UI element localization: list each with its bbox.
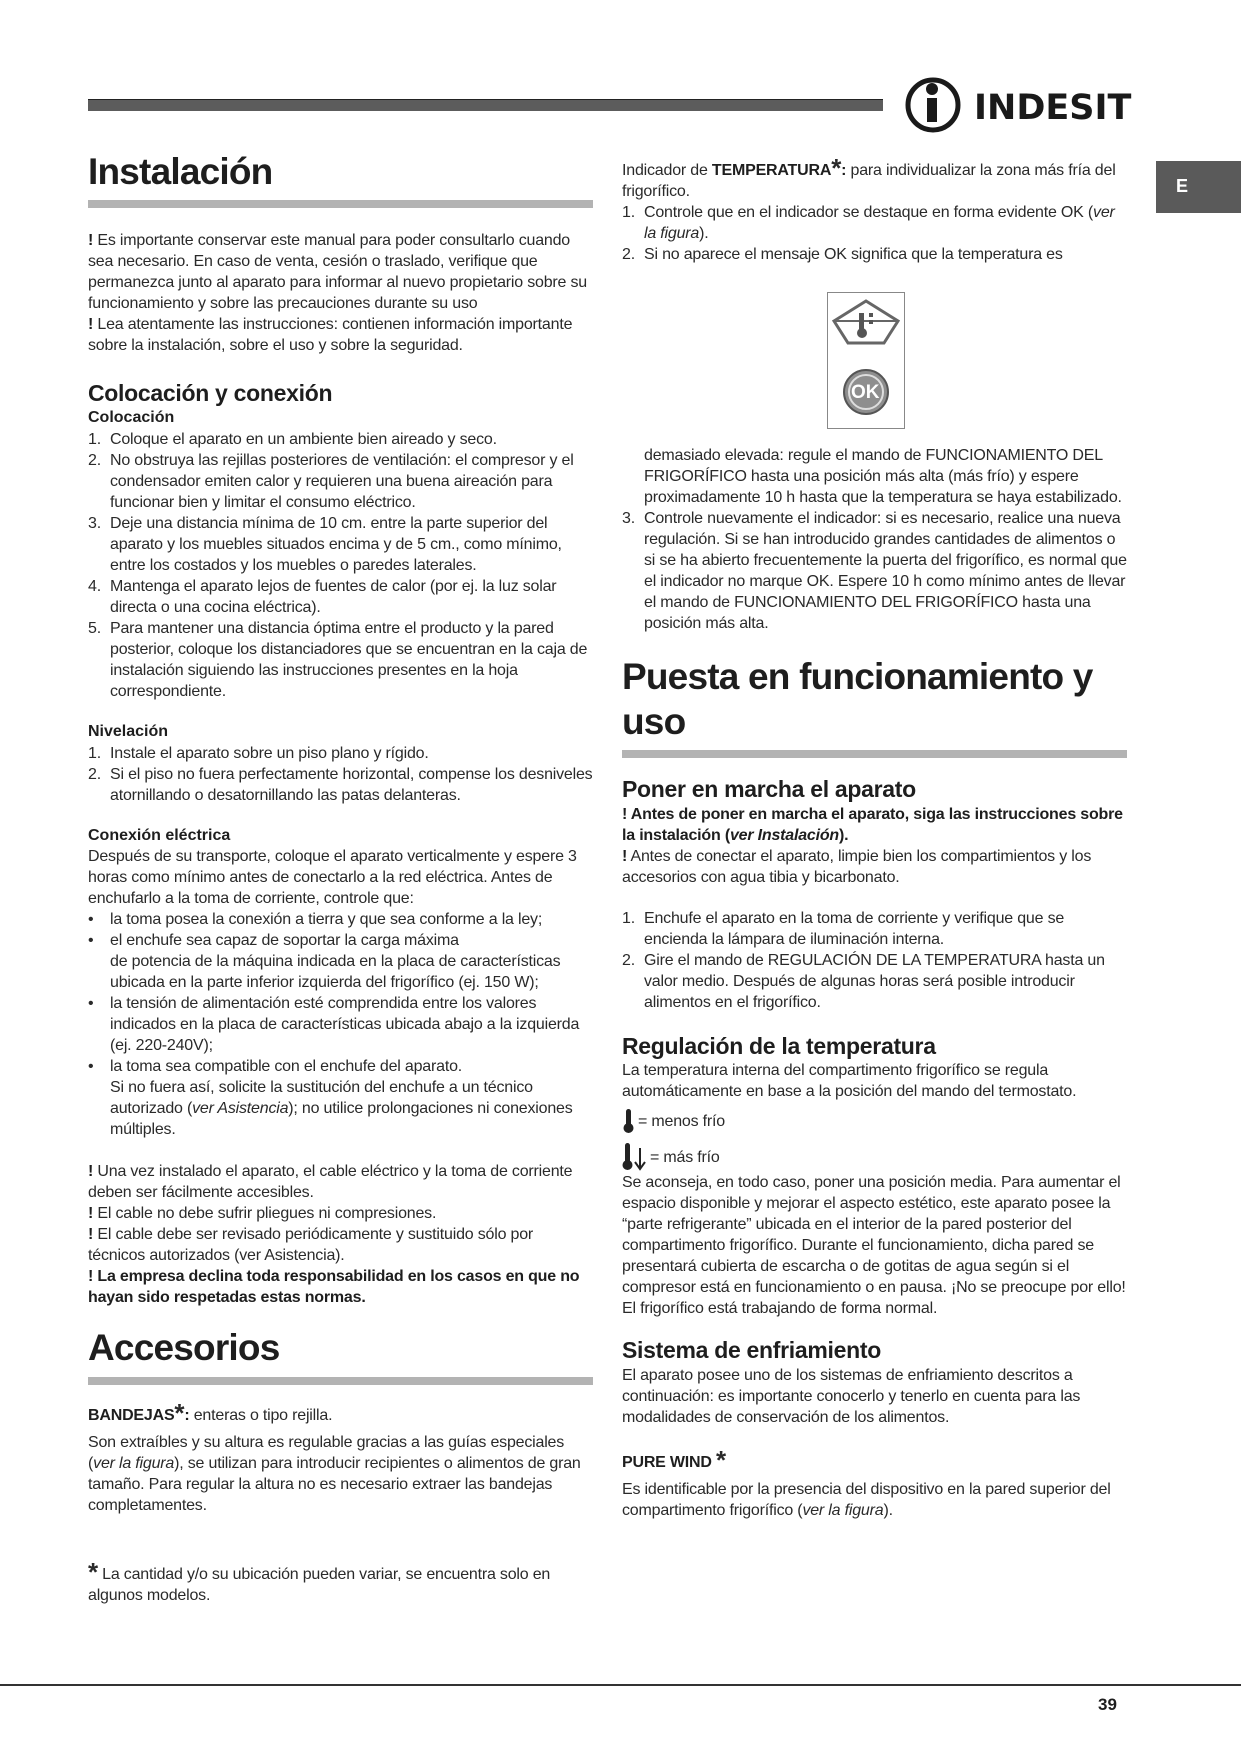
- left-column: [88, 150, 593, 1606]
- pure-wind-body: Es identificable por la presencia del dispositivo en la pared superior del compartimento frigorífico (ver la figura).: [622, 1480, 1111, 1519]
- indicador-line: Indicador de TEMPERATURA*: para individualizar la zona más fría del frigorífico.: [622, 153, 1116, 200]
- list-item: • el enchufe sea capaz de soportar la carga máxima de potencia de la máquina indicada en la placa de características ubicada en la parte inferior izquierda del frigorífico (ej. 150 W);: [88, 932, 561, 992]
- thermometer-down-icon: [622, 1142, 648, 1172]
- indicador-list-top: [622, 202, 1127, 265]
- header-rule: [88, 99, 883, 111]
- poner-warning: ! Antes de poner en marcha el aparato, siga las instrucciones sobre la instalación (ver Instalación).: [622, 805, 1123, 844]
- heading-sistema: Sistema de enfriamiento: [622, 1337, 881, 1364]
- list-item: • la toma sea compatible con el enchufe del aparato. Si no fuera así, solicite la sustitución del enchufe a un técnico autorizado (ver Asistencia); no utilice prolongaciones ni conexiones múltiples.: [88, 1058, 573, 1139]
- intro-paragraph-1: [88, 230, 593, 314]
- section-title-instalacion: Instalación: [88, 151, 273, 192]
- section-title-accesorios: Accesorios: [88, 1327, 280, 1369]
- list-item: 5. Para mantener una distancia óptima entre el producto y la pared posterior, coloque los distanciadores que se encuentran en la caja de instalación siguiendo las instrucciones presentes en la hoja correspondiente.: [88, 619, 588, 700]
- pure-wind-label: PURE WIND *: [622, 1444, 726, 1475]
- language-tab: [1156, 161, 1241, 213]
- heading-poner-en-marcha: Poner en marcha el aparato: [622, 776, 916, 802]
- temperature-indicator-figure: [827, 292, 905, 429]
- list-item: • la tensión de alimentación esté comprendida entre los valores indicados en la placa de características ubicada abajo a la izquierda (ej. 220-240V);: [88, 995, 580, 1055]
- colocacion-list: [88, 429, 593, 702]
- language-tab-label: E: [1176, 176, 1189, 196]
- more-cold-row: [622, 1142, 1127, 1172]
- indesit-logo-icon: [902, 74, 968, 136]
- heading-colocacion-conexion: Colocación y conexión: [88, 380, 333, 407]
- footnote: * La cantidad y/o su ubicación pueden variar, se encuentra solo en algunos modelos.: [88, 1556, 551, 1604]
- list-item: 1. Instale el aparato sobre un piso plano y rígido.: [88, 744, 429, 762]
- warning-mark: !: [88, 316, 94, 334]
- list-item: 2. Gire el mando de REGULACIÓN DE LA TEMPERATURA hasta un valor medio. Después de algunas horas será posible introducir alimentos en el frigorífico.: [622, 951, 1105, 1011]
- more-cold-label: = más frío: [650, 1148, 720, 1166]
- list-item: 1. Coloque el aparato en un ambiente bien aireado y seco.: [88, 430, 497, 448]
- heading-nivelacion: Nivelación: [88, 722, 169, 740]
- less-cold-label: = menos frío: [638, 1112, 725, 1130]
- footer-rule: [0, 1684, 1241, 1686]
- list-item: • la toma posea la conexión a tierra y que sea conforme a la ley;: [88, 911, 543, 929]
- nivelacion-list: [88, 743, 593, 806]
- intro-paragraph-2: [88, 314, 593, 356]
- less-cold-row: [622, 1108, 1127, 1134]
- indicador-list-bottom: [622, 445, 1127, 634]
- warning-mark: !: [88, 232, 94, 250]
- section-rule: [622, 750, 1127, 758]
- conexion-intro: Después de su transporte, coloque el aparato verticalmente y espere 3 horas como mínimo antes de conectarlo a la red eléctrica. Antes de enchufarlo a la toma de corriente, controle que:: [88, 848, 577, 908]
- list-item: 3. Controle nuevamente el indicador: si es necesario, realice una nueva regulación. Si se han introducido grandes cantidades de alimentos o si se ha abierto frecuentemente la puerta del frigorífico, es normal que el indicador no marque OK. Espere 10 h como mínimo antes de llevar el mando de FUNCIONAMIENTO DEL FRIGORÍFICO hasta una posición más alta.: [622, 510, 1127, 632]
- list-item: 1. Controle que en el indicador se destaque en forma evidente OK (ver la figura).: [622, 204, 1115, 242]
- page-number: 39: [1098, 1695, 1117, 1714]
- list-item: 1. Enchufe el aparato en la toma de corriente y verifique que se encienda la lámpara de iluminación interna.: [622, 909, 1065, 948]
- warnings-block: [88, 1161, 593, 1308]
- heading-regulacion: Regulación de la temperatura: [622, 1032, 936, 1059]
- regulacion-intro: La temperatura interna del compartimento frigorífico se regula automáticamente en base a la posición del mando del termostato.: [622, 1062, 1077, 1101]
- indicator-icon: [828, 293, 904, 428]
- poner-note: ! Antes de conectar el aparato, limpie bien los compartimientos y los accesorios con agua tibia y bicarbonato.: [622, 847, 1092, 886]
- list-item: 4. Mantenga el aparato lejos de fuentes de calor (por ej. la luz solar directa o una cocina eléctrica).: [88, 577, 557, 616]
- thermometer-icon: [622, 1108, 636, 1134]
- list-item: 2. Si el piso no fuera perfectamente horizontal, compense los desniveles atornillando o desatornillando las patas delanteras.: [88, 765, 593, 804]
- ok-label: OK: [851, 382, 880, 403]
- warning-3: ! El cable debe ser revisado periódicamente y sustituido sólo por técnicos autorizados (ver Asistencia).: [88, 1226, 534, 1265]
- section-rule: [88, 200, 593, 208]
- section-rule: [88, 1377, 593, 1385]
- brand-logo: [902, 74, 1132, 136]
- regulacion-body: Se aconseja, en todo caso, poner una posición media. Para aumentar el espacio disponible y mejorar el aspecto estético, este aparato posee la “parte refrigerante” ubicada en el interior de la pared posterior del compartimento frigorífico. Durante el funcionamiento, dicha pared se presentará cubierta de escarcha o de gotitas de agua según si el compresor está en funcionamiento o en pausa. ¡No se preocupe por ello! El frigorífico está trabajando de forma normal.: [622, 1174, 1126, 1318]
- intro-text-1: Es importante conservar este manual para poder consultarlo cuando sea necesario. En caso de venta, cesión o traslado, verifique que permanezca junto al aparato para informar al nuevo propietario sobre su funcionamiento y sobre las precauciones durante su uso: [88, 232, 587, 313]
- warning-2: ! El cable no debe sufrir pliegues ni compresiones.: [88, 1205, 437, 1223]
- brand-name: INDESIT: [974, 88, 1132, 128]
- list-item: demasiado elevada: regule el mando de FUNCIONAMIENTO DEL FRIGORÍFICO hasta una posición más alta (más frío) y espere proximadamente 10 h hasta que la temperatura se haya estabilizado.: [644, 447, 1122, 506]
- list-item: 2. Si no aparece el mensaje OK significa que la temperatura es: [622, 246, 1063, 263]
- heading-conexion-electrica: Conexión eléctrica: [88, 826, 231, 844]
- bandejas-body: Son extraíbles y su altura es regulable gracias a las guías especiales (ver la figura), se utilizan para introducir recipientes o alimentos de gran tamaño. Para regular la altura no es necesario extraer las bandejas completamentes.: [88, 1433, 581, 1514]
- intro-text-2: Lea atentamente las instrucciones: contienen información importante sobre la instalación, sobre el uso y sobre la seguridad.: [88, 316, 573, 355]
- section-title-puesta: Puesta en funcionamiento y uso: [622, 656, 1093, 742]
- warning-4: ! La empresa declina toda responsabilidad en los casos en que no hayan sido respetadas estas normas.: [88, 1268, 580, 1307]
- intro-block: [88, 230, 593, 356]
- poner-list: [622, 908, 1127, 1013]
- conexion-bullets: [88, 909, 593, 1140]
- bandejas-line: BANDEJAS*: enteras o tipo rejilla.: [88, 1397, 333, 1428]
- heading-colocacion: Colocación: [88, 408, 175, 426]
- list-item: 2. No obstruya las rejillas posteriores de ventilación: el compresor y el condensador emiten calor y requieren una buena aireación para funcionar bien y limitar el consumo eléctrico.: [88, 451, 574, 511]
- sistema-body: El aparato posee uno de los sistemas de enfriamiento descritos a continuación: es importante conocerlo y tenerlo en cuenta para las modalidades de conservación de los alimentos.: [622, 1366, 1081, 1426]
- warning-1: ! Una vez instalado el aparato, el cable eléctrico y la toma de corriente deben ser fácilmente accesibles.: [88, 1163, 573, 1202]
- list-item: 3. Deje una distancia mínima de 10 cm. entre la parte superior del aparato y los muebles situados encima y de 5 cm., como mínimo, entre los costados y los muebles o paredes laterales.: [88, 514, 562, 574]
